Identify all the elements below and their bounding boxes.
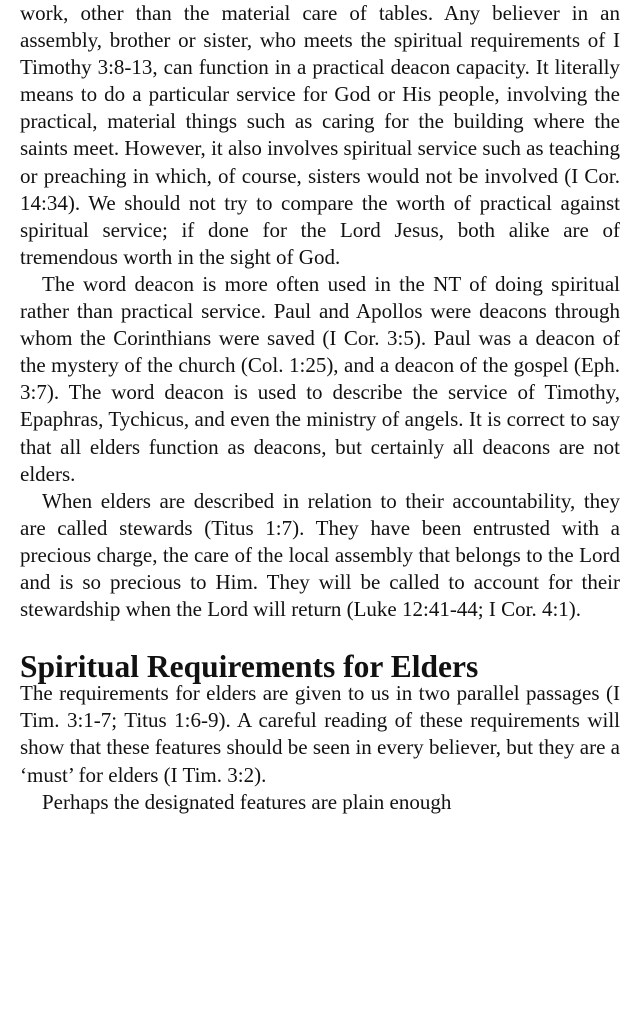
section-heading: Spiritual Requirements for Elders [20,649,479,685]
paragraph-stewards: When elders are described in relation to their accountability, they are called stewards (Titus 1:7). They have been entrusted with a precious charge, the care of the local assembly that belongs to the Lord and is so precious to Him. They will be called to account for their stewardship when the Lord will return (Luke 12:41-44; I Cor. 4:1). [20,488,620,622]
paragraph-deacon-spiritual: The word deacon is more often used in the NT of doing spiritual rather than practical service. Paul and Apollos were deacons through whom the Corinthians were saved (I Cor. 3:5). Paul was a deacon of the mystery of the church (Col. 1:25), and a deacon of the gospel (Eph. 3:7). The word deacon is used to describe the service of Timothy, Epaphras, Tychicus, and even the ministry of angels. It is correct to say that all elders function as deacons, but certainly all deacons are not elders. [20,271,620,486]
paragraph-features: Perhaps the designated features are plain enough [42,789,452,814]
paragraph-requirements: The requirements for elders are given to us in two parallel passages (I Tim. 3:1-7; Titus 1:6-9). A careful reading of these requirements will show that these features should be seen in every believer, but they are a ‘must’ for elders (I Tim. 3:2). [20,681,620,787]
paragraph-deacon-service: work, other than the material care of tables. Any believer in an assembly, brother or sister, who meets the spiritual requirements of I Timothy 3:8-13, can function in a practical deacon capacity. It literally means to do a particular service for God or His people, involving the practical, material things such as caring for the building where the saints meet. However, it also involves spiritual service such as teaching or preaching in which, of course, sisters would not be involved (I Cor. 14:34). We should not try to compare the worth of practical against spiritual service; if done for the Lord Jesus, both alike are of tremendous worth in the sight of God. [20,1,620,269]
document-page [20,0,620,816]
